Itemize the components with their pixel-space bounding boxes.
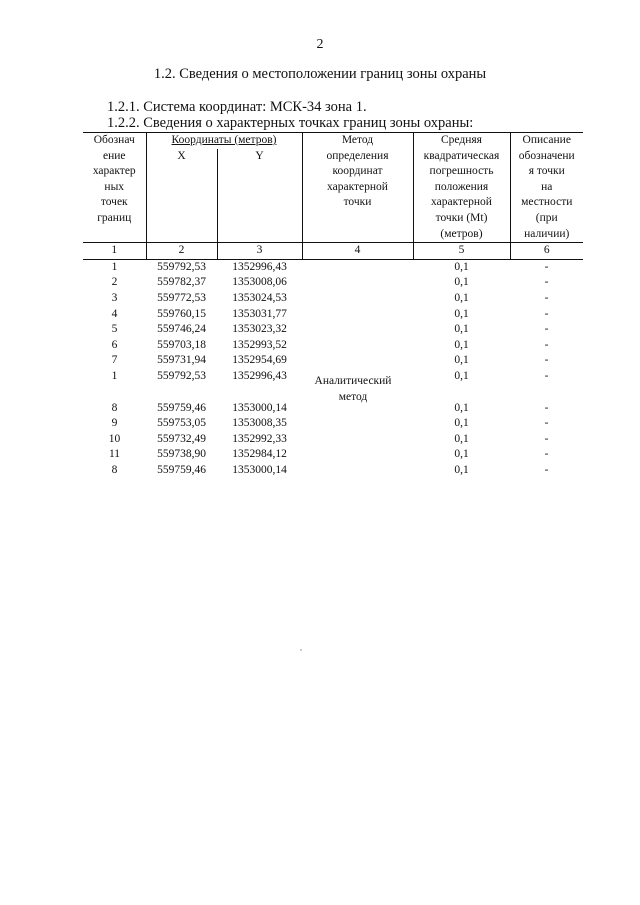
point-description: - (544, 448, 549, 461)
coord-x: 559759,46 (157, 401, 206, 414)
table-row (83, 416, 583, 432)
col-number-6: 6 (510, 243, 583, 260)
mean-error: 0,1 (454, 354, 469, 367)
section-title: 1.2. Сведения о местоположении границ зоны охраны (153, 66, 487, 82)
point-description: - (544, 401, 549, 414)
coord-y: 1352954,69 (232, 354, 287, 367)
point-number: 6 (111, 338, 118, 351)
table-row (83, 322, 583, 338)
coord-x: 559746,24 (157, 323, 206, 336)
header-description: Описание обозначени я точки на местности (при наличии) (510, 133, 583, 243)
method-cell (302, 338, 413, 354)
table-row (83, 447, 583, 463)
point-number: 3 (111, 291, 118, 304)
header-mean-error: Средняя квадратическая погрешность положения характерной точки (Mt) (метров) (413, 133, 510, 243)
coord-x: 559792,53 (157, 260, 206, 273)
header-method: Метод определения координат характерной точки (302, 133, 413, 243)
coord-y: 1352992,33 (232, 432, 287, 445)
coord-x: 559738,90 (157, 448, 206, 461)
method-cell (302, 259, 413, 275)
coord-y: 1353000,14 (232, 401, 287, 414)
coord-x: 559760,15 (157, 307, 206, 320)
mean-error: 0,1 (454, 307, 469, 320)
header-x: X (146, 149, 217, 243)
point-description: - (544, 432, 549, 445)
col-number-3: 3 (217, 243, 302, 260)
mean-error: 0,1 (454, 323, 469, 336)
point-number: 7 (111, 354, 118, 367)
coord-y: 1353008,35 (232, 417, 287, 430)
point-number: 5 (111, 323, 118, 336)
table-row (83, 353, 583, 369)
table-header-row-1 (83, 133, 583, 150)
coord-x: 559782,37 (157, 276, 206, 289)
mean-error: 0,1 (454, 417, 469, 430)
point-description: - (544, 276, 549, 289)
point-number: 8 (111, 463, 118, 476)
coord-x: 559759,46 (157, 463, 206, 476)
mean-error: 0,1 (454, 448, 469, 461)
coord-y: 1353031,77 (232, 307, 287, 320)
coord-y: 1353023,32 (232, 323, 287, 336)
header-coordinates: Координаты (метров) (146, 133, 302, 150)
method-cell (302, 353, 413, 369)
point-description: - (544, 338, 549, 351)
coord-x: 559792,53 (157, 369, 206, 382)
point-description: - (544, 291, 549, 304)
method-value: Аналитический метод (314, 375, 392, 403)
coord-y: 1352993,52 (232, 338, 287, 351)
coord-x: 559753,05 (157, 417, 206, 430)
col-number-1: 1 (83, 243, 146, 260)
mean-error: 0,1 (454, 401, 469, 414)
col-number-4: 4 (302, 243, 413, 260)
point-description: - (544, 260, 549, 273)
coord-y: 1352996,43 (232, 369, 287, 382)
point-description: - (544, 463, 549, 476)
mean-error: 0,1 (454, 276, 469, 289)
header-y: Y (217, 149, 302, 243)
scan-speck (300, 649, 302, 651)
mean-error: 0,1 (454, 338, 469, 351)
coord-x: 559772,53 (157, 291, 206, 304)
header-point-designation: Обознач ение характер ных точек границ (83, 133, 146, 243)
coord-y: 1352996,43 (232, 260, 287, 273)
point-description: - (544, 323, 549, 336)
method-cell (302, 416, 413, 432)
table-row (83, 307, 583, 323)
coord-system-line: 1.2.1. Система координат: МСК-34 зона 1. (107, 99, 367, 115)
method-cell (302, 291, 413, 307)
coord-x: 559703,18 (157, 338, 206, 351)
point-description: - (544, 354, 549, 367)
column-numbers-row (83, 243, 583, 260)
point-number: 4 (111, 307, 118, 320)
coord-y: 1353008,06 (232, 276, 287, 289)
method-cell (302, 447, 413, 463)
page-number: 2 (316, 37, 324, 52)
method-cell (302, 275, 413, 291)
mean-error: 0,1 (454, 463, 469, 476)
table-row (83, 432, 583, 448)
point-number: 2 (111, 276, 118, 289)
coord-y: 1352984,12 (232, 448, 287, 461)
mean-error: 0,1 (454, 369, 469, 382)
boundary-points-table (83, 132, 583, 478)
method-cell (302, 463, 413, 479)
table-row (83, 259, 583, 275)
point-description: - (544, 307, 549, 320)
point-number: 10 (108, 432, 121, 445)
col-number-5: 5 (413, 243, 510, 260)
point-description: - (544, 417, 549, 430)
col-number-2: 2 (146, 243, 217, 260)
method-cell (302, 322, 413, 338)
point-number: 9 (111, 417, 118, 430)
table-row (83, 338, 583, 354)
coord-x: 559731,94 (157, 354, 206, 367)
method-cell (302, 432, 413, 448)
coord-x: 559732,49 (157, 432, 206, 445)
point-number: 11 (108, 448, 121, 461)
coord-y: 1353024,53 (232, 291, 287, 304)
point-number: 1 (111, 260, 118, 273)
method-cell (302, 307, 413, 323)
point-number: 8 (111, 401, 118, 414)
mean-error: 0,1 (454, 432, 469, 445)
mean-error: 0,1 (454, 260, 469, 273)
table-row (83, 291, 583, 307)
point-number: 1 (111, 369, 118, 382)
mean-error: 0,1 (454, 291, 469, 304)
table-row (83, 463, 583, 479)
point-description: - (544, 369, 549, 382)
coord-y: 1353000,14 (232, 463, 287, 476)
table-row (83, 275, 583, 291)
points-title-line: 1.2.2. Сведения о характерных точках границ зоны охраны: (107, 115, 474, 131)
